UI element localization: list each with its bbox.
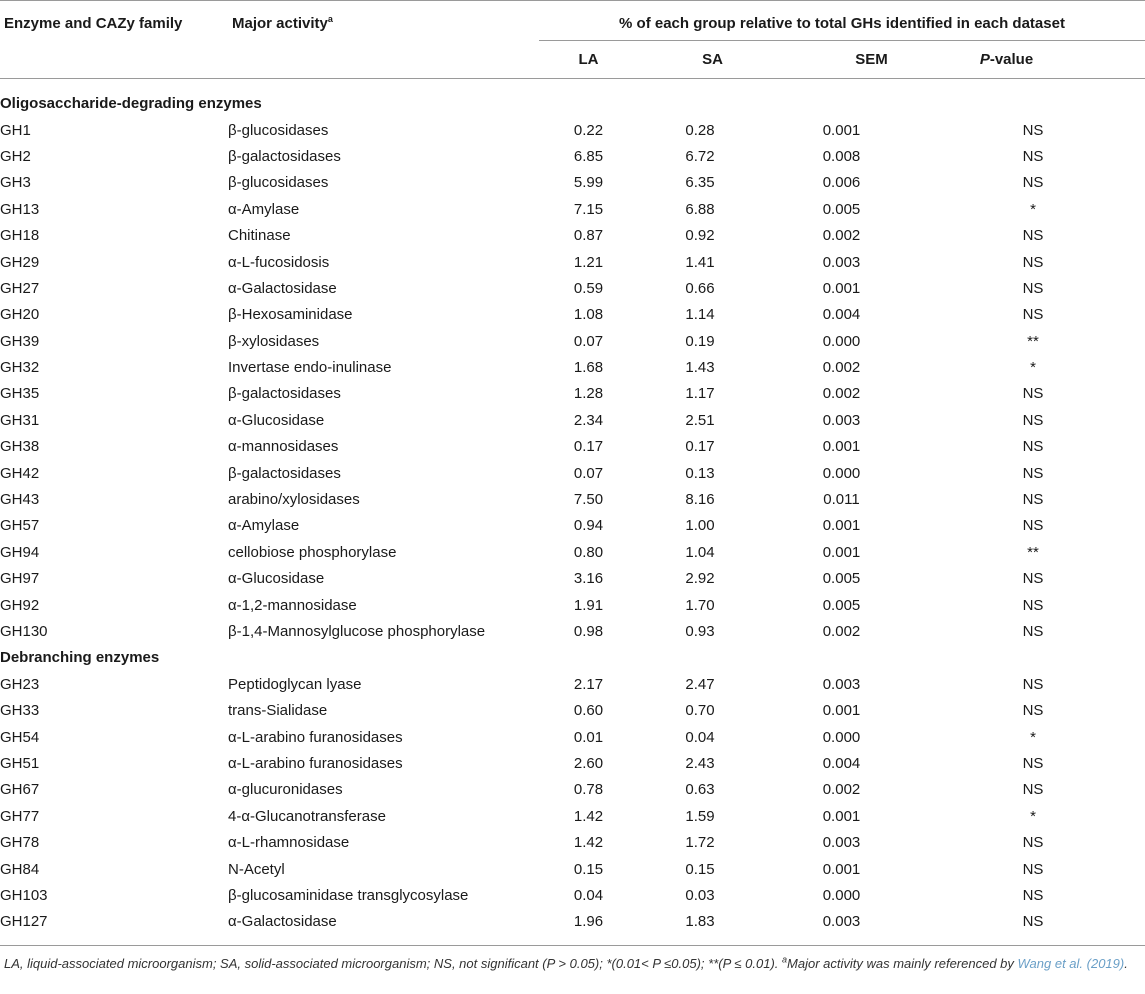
cell-activity: α-Glucosidase bbox=[228, 411, 325, 429]
cell-pvalue: NS bbox=[1022, 174, 1044, 192]
cell-family: GH103 bbox=[0, 886, 48, 904]
header-sem: SEM bbox=[855, 51, 888, 68]
cell-la: 3.16 bbox=[573, 570, 604, 588]
cell-pvalue: NS bbox=[1022, 860, 1044, 878]
cell-sem: 0.004 bbox=[822, 754, 861, 772]
cell-pvalue: * bbox=[1030, 807, 1036, 825]
cell-sem: 0.001 bbox=[822, 702, 861, 720]
table-row bbox=[0, 777, 1145, 803]
table-row bbox=[0, 487, 1145, 513]
cell-activity: β-glucosidases bbox=[228, 121, 329, 139]
cell-activity: β-xylosidases bbox=[228, 332, 320, 350]
cell-sa: 6.35 bbox=[685, 174, 715, 192]
cell-family: GH1 bbox=[0, 121, 31, 139]
cell-activity: β-glucosaminidase transglycosylase bbox=[228, 886, 469, 904]
cell-activity: β-glucosidases bbox=[228, 174, 329, 192]
cell-la: 1.28 bbox=[573, 385, 604, 403]
cell-activity: β-Hexosaminidase bbox=[228, 306, 353, 324]
cell-sem: 0.000 bbox=[822, 332, 861, 350]
cell-la: 0.07 bbox=[573, 464, 604, 482]
cell-sem: 0.000 bbox=[822, 728, 861, 746]
table-row bbox=[0, 751, 1145, 777]
cell-family: GH77 bbox=[0, 807, 40, 825]
section-header-row bbox=[0, 645, 1145, 671]
footnote-sup-a: a bbox=[782, 954, 788, 965]
table-row bbox=[0, 144, 1145, 170]
cell-pvalue: NS bbox=[1022, 781, 1044, 799]
cell-sa: 8.16 bbox=[685, 491, 715, 509]
cell-pvalue: NS bbox=[1022, 253, 1044, 271]
cell-pvalue: NS bbox=[1022, 754, 1044, 772]
cell-family: GH54 bbox=[0, 728, 40, 746]
table-row bbox=[0, 830, 1145, 856]
cell-sa: 1.70 bbox=[685, 596, 715, 614]
cell-family: GH84 bbox=[0, 860, 40, 878]
cell-family: GH23 bbox=[0, 675, 40, 693]
cell-family: GH39 bbox=[0, 332, 40, 350]
cell-la: 0.59 bbox=[573, 279, 604, 297]
table-row bbox=[0, 249, 1145, 275]
table-row bbox=[0, 566, 1145, 592]
cell-pvalue: NS bbox=[1022, 147, 1044, 165]
cell-activity: α-1,2-mannosidase bbox=[228, 596, 357, 614]
cell-pvalue: NS bbox=[1022, 517, 1044, 535]
cell-sa: 0.70 bbox=[685, 702, 715, 720]
cell-activity: α-mannosidases bbox=[228, 438, 339, 456]
cell-activity: α-L-arabino furanosidases bbox=[228, 754, 403, 772]
table-row bbox=[0, 698, 1145, 724]
cell-pvalue: NS bbox=[1022, 385, 1044, 403]
table-row bbox=[0, 804, 1145, 830]
cell-activity: Chitinase bbox=[228, 227, 291, 245]
cell-family: GH31 bbox=[0, 411, 40, 429]
cell-pvalue: * bbox=[1030, 359, 1036, 377]
cell-la: 7.15 bbox=[573, 200, 604, 218]
table-top-rule bbox=[0, 0, 1145, 1]
section-title: Debranching enzymes bbox=[0, 649, 160, 667]
header-major-activity: Major activity$^a$ bbox=[232, 14, 333, 32]
cell-sem: 0.003 bbox=[822, 253, 861, 271]
cell-family: GH92 bbox=[0, 596, 40, 614]
header-sa: SA bbox=[702, 51, 723, 68]
cell-activity: α-Amylase bbox=[228, 200, 300, 218]
cell-sem: 0.002 bbox=[822, 227, 861, 245]
cell-family: GH3 bbox=[0, 174, 31, 192]
header-span-rule bbox=[539, 40, 1145, 41]
cell-la: 0.15 bbox=[573, 860, 604, 878]
cell-pvalue: NS bbox=[1022, 121, 1044, 139]
cell-sa: 1.59 bbox=[685, 807, 715, 825]
cell-sa: 0.28 bbox=[685, 121, 715, 139]
cell-sem: 0.003 bbox=[822, 913, 861, 931]
header-pvalue: P-value bbox=[979, 51, 1034, 68]
cell-family: GH35 bbox=[0, 385, 40, 403]
cell-la: 0.94 bbox=[573, 517, 604, 535]
table-row bbox=[0, 329, 1145, 355]
cell-la: 2.60 bbox=[573, 754, 604, 772]
cell-sa: 1.72 bbox=[685, 834, 715, 852]
table-row bbox=[0, 619, 1145, 645]
cell-sa: 0.15 bbox=[685, 860, 715, 878]
cell-pvalue: NS bbox=[1022, 570, 1044, 588]
cell-sa: 2.43 bbox=[685, 754, 715, 772]
cell-pvalue: NS bbox=[1022, 491, 1044, 509]
cell-sem: 0.003 bbox=[822, 675, 861, 693]
cell-sa: 1.41 bbox=[685, 253, 715, 271]
cell-activity: β-galactosidases bbox=[228, 147, 341, 165]
gh-table bbox=[0, 91, 1145, 936]
cell-family: GH127 bbox=[0, 913, 48, 931]
cell-pvalue: NS bbox=[1022, 596, 1044, 614]
cell-sem: 0.001 bbox=[822, 517, 861, 535]
cell-sem: 0.001 bbox=[822, 121, 861, 139]
cell-la: 1.42 bbox=[573, 807, 604, 825]
table-row bbox=[0, 302, 1145, 328]
cell-sem: 0.005 bbox=[822, 570, 861, 588]
cell-family: GH42 bbox=[0, 464, 40, 482]
cell-la: 0.78 bbox=[573, 781, 604, 799]
table-row bbox=[0, 408, 1145, 434]
table-row bbox=[0, 672, 1145, 698]
cell-activity: β-galactosidases bbox=[228, 464, 341, 482]
cell-activity: α-Galactosidase bbox=[228, 279, 337, 297]
cell-sem: 0.002 bbox=[822, 359, 861, 377]
cell-sem: 0.001 bbox=[822, 279, 861, 297]
cell-pvalue: NS bbox=[1022, 834, 1044, 852]
cell-la: 0.07 bbox=[573, 332, 604, 350]
cell-sa: 1.00 bbox=[685, 517, 715, 535]
cell-sa: 2.92 bbox=[685, 570, 715, 588]
cell-sa: 1.04 bbox=[685, 543, 715, 561]
cell-family: GH18 bbox=[0, 227, 40, 245]
cell-la: 0.87 bbox=[573, 227, 604, 245]
cell-sem: 0.002 bbox=[822, 623, 861, 640]
cell-la: 1.68 bbox=[573, 359, 604, 377]
cell-sa: 1.43 bbox=[685, 359, 715, 377]
cell-family: GH33 bbox=[0, 702, 40, 720]
table-row bbox=[0, 883, 1145, 909]
cell-pvalue: NS bbox=[1022, 227, 1044, 245]
cell-pvalue: NS bbox=[1022, 913, 1044, 931]
cell-la: 0.60 bbox=[573, 702, 604, 720]
cell-pvalue: NS bbox=[1022, 702, 1044, 720]
cell-activity: N-Acetyl bbox=[228, 860, 285, 878]
cell-sem: 0.005 bbox=[822, 200, 861, 218]
cell-activity: cellobiose phosphorylase bbox=[228, 543, 397, 561]
header-bottom-rule bbox=[0, 78, 1145, 79]
cell-family: GH94 bbox=[0, 543, 40, 561]
cell-sa: 2.51 bbox=[685, 411, 715, 429]
cell-pvalue: NS bbox=[1022, 279, 1044, 297]
cell-family: GH67 bbox=[0, 781, 40, 799]
cell-sa: 1.17 bbox=[685, 385, 715, 403]
cell-family: GH43 bbox=[0, 491, 40, 509]
cell-pvalue: * bbox=[1030, 728, 1036, 746]
cell-sa: 0.92 bbox=[685, 227, 715, 245]
cell-la: 2.34 bbox=[573, 411, 604, 429]
cell-pvalue: NS bbox=[1022, 411, 1044, 429]
cell-sem: 0.003 bbox=[822, 834, 861, 852]
section-title: Oligosaccharide-degrading enzymes bbox=[0, 95, 262, 113]
cell-la: 1.08 bbox=[573, 306, 604, 324]
header-la: LA bbox=[578, 51, 599, 68]
cell-activity: arabino/xylosidases bbox=[228, 491, 360, 509]
cell-la: 0.98 bbox=[573, 623, 604, 640]
cell-sa: 2.47 bbox=[685, 675, 715, 693]
cell-sa: 0.17 bbox=[685, 438, 715, 456]
cell-activity: α-Galactosidase bbox=[228, 913, 337, 931]
table-row bbox=[0, 909, 1145, 935]
cell-sem: 0.001 bbox=[822, 543, 861, 561]
table-row bbox=[0, 460, 1145, 486]
header-percent-group: % of each group relative to total GHs identified in each dataset bbox=[619, 15, 1065, 32]
cell-sa: 0.66 bbox=[685, 279, 715, 297]
cell-pvalue: ** bbox=[1027, 543, 1039, 561]
cell-la: 1.91 bbox=[573, 596, 604, 614]
table-bottom-rule bbox=[0, 945, 1145, 946]
cell-family: GH130 bbox=[0, 623, 48, 640]
cell-activity: α-Glucosidase bbox=[228, 570, 325, 588]
table-row bbox=[0, 197, 1145, 223]
cell-sem: 0.005 bbox=[822, 596, 861, 614]
cell-sa: 0.19 bbox=[685, 332, 715, 350]
cell-la: 0.80 bbox=[573, 543, 604, 561]
cell-family: GH20 bbox=[0, 306, 40, 324]
cell-activity: Peptidoglycan lyase bbox=[228, 675, 362, 693]
cell-sa: 0.03 bbox=[685, 886, 715, 904]
table-row bbox=[0, 856, 1145, 882]
cell-family: GH57 bbox=[0, 517, 40, 535]
cell-activity: α-Amylase bbox=[228, 517, 300, 535]
table-row bbox=[0, 513, 1145, 539]
cell-family: GH13 bbox=[0, 200, 40, 218]
cell-sem: 0.001 bbox=[822, 807, 861, 825]
footnote-marker-a: a bbox=[327, 14, 333, 24]
table-row bbox=[0, 592, 1145, 618]
cell-activity: β-galactosidases bbox=[228, 385, 341, 403]
cell-pvalue: NS bbox=[1022, 306, 1044, 324]
table-row bbox=[0, 540, 1145, 566]
cell-la: 0.17 bbox=[573, 438, 604, 456]
cell-sem: 0.001 bbox=[822, 860, 861, 878]
table-row bbox=[0, 117, 1145, 143]
cell-la: 1.42 bbox=[573, 834, 604, 852]
table-row bbox=[0, 223, 1145, 249]
cell-pvalue: NS bbox=[1022, 675, 1044, 693]
cell-family: GH38 bbox=[0, 438, 40, 456]
section-header-row bbox=[0, 91, 1145, 117]
cell-family: GH97 bbox=[0, 570, 40, 588]
cell-la: 7.50 bbox=[573, 491, 604, 509]
cell-la: 0.22 bbox=[573, 121, 604, 139]
header-enzyme-family: Enzyme and CAZy family bbox=[4, 15, 183, 32]
cell-sem: 0.001 bbox=[822, 438, 861, 456]
cell-sem: 0.006 bbox=[822, 174, 861, 192]
cell-sa: 0.13 bbox=[685, 464, 715, 482]
cell-sa: 0.04 bbox=[685, 728, 715, 746]
cell-pvalue: ** bbox=[1027, 332, 1039, 350]
cell-la: 1.21 bbox=[573, 253, 604, 271]
table-row bbox=[0, 381, 1145, 407]
cell-activity: α-L-arabino furanosidases bbox=[228, 728, 403, 746]
cell-family: GH32 bbox=[0, 359, 40, 377]
cell-family: GH51 bbox=[0, 754, 40, 772]
cell-family: GH29 bbox=[0, 253, 40, 271]
cell-activity: α-L-fucosidosis bbox=[228, 253, 330, 271]
cell-la: 1.96 bbox=[573, 913, 604, 931]
table-row bbox=[0, 724, 1145, 750]
cell-activity: α-L-rhamnosidase bbox=[228, 834, 350, 852]
cell-la: 6.85 bbox=[573, 147, 604, 165]
cell-la: 5.99 bbox=[573, 174, 604, 192]
cell-pvalue: NS bbox=[1022, 623, 1044, 640]
cell-activity: Invertase endo-inulinase bbox=[228, 359, 392, 377]
cell-sa: 1.83 bbox=[685, 913, 715, 931]
cell-activity: trans-Sialidase bbox=[228, 702, 328, 720]
cell-family: GH78 bbox=[0, 834, 40, 852]
cell-sem: 0.002 bbox=[822, 781, 861, 799]
cell-pvalue: NS bbox=[1022, 464, 1044, 482]
cell-pvalue: * bbox=[1030, 200, 1036, 218]
cell-family: GH2 bbox=[0, 147, 31, 165]
cell-sa: 6.88 bbox=[685, 200, 715, 218]
cell-sem: 0.000 bbox=[822, 464, 861, 482]
cell-sa: 1.14 bbox=[685, 306, 715, 324]
cell-sem: 0.011 bbox=[823, 491, 860, 509]
cell-sa: 0.63 bbox=[685, 781, 715, 799]
table-row bbox=[0, 170, 1145, 196]
cell-activity: β-1,4-Mannosylglucose phosphorylase bbox=[228, 623, 486, 640]
cell-la: 0.04 bbox=[573, 886, 604, 904]
cell-activity: 4-α-Glucanotransferase bbox=[228, 807, 386, 825]
cell-la: 0.01 bbox=[573, 728, 604, 746]
cell-sem: 0.000 bbox=[822, 886, 861, 904]
table-row bbox=[0, 434, 1145, 460]
cell-activity: α-glucuronidases bbox=[228, 781, 343, 799]
cell-sa: 6.72 bbox=[685, 147, 715, 165]
table-row bbox=[0, 355, 1145, 381]
cell-pvalue: NS bbox=[1022, 438, 1044, 456]
cell-sem: 0.003 bbox=[822, 411, 861, 429]
table-footnote: LA, liquid-associated microorganism; SA, solid-associated microorganism; NS, not significant (P > 0.05); *(0.01< P ≤0.05); **(P ≤ 0.01). $^a$Major activity was mainly referenced by Wang et al. (2019). bbox=[4, 954, 1128, 971]
cell-sem: 0.002 bbox=[822, 385, 861, 403]
table-row bbox=[0, 276, 1145, 302]
cell-sa: 0.93 bbox=[685, 623, 715, 640]
cell-pvalue: NS bbox=[1022, 886, 1044, 904]
cell-sem: 0.008 bbox=[822, 147, 861, 165]
cell-sem: 0.004 bbox=[822, 306, 861, 324]
reference-link[interactable]: Wang et al. (2019) bbox=[1017, 956, 1125, 971]
cell-family: GH27 bbox=[0, 279, 40, 297]
cell-la: 2.17 bbox=[573, 675, 604, 693]
